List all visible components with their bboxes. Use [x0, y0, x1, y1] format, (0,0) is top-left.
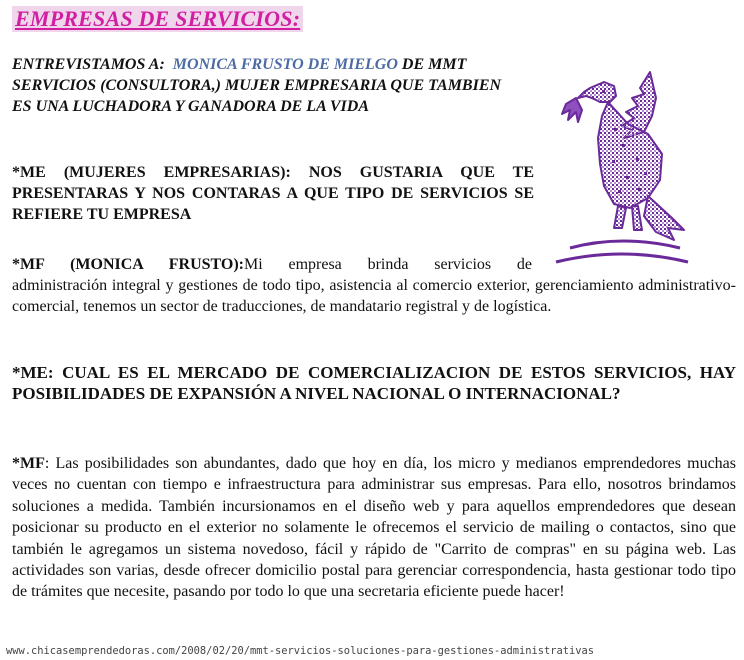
page-title: EMPRESAS DE SERVICIOS: — [12, 6, 303, 32]
intro-rest: DE MMT SERVICIOS (CONSULTORA,) MUJER EMPRESARIA QUE TAMBIEN ES UNA LUCHADORA Y GANADORA DE LA VIDA — [12, 56, 502, 115]
interviewee-name: MONICA FRUSTO DE MIELGO — [172, 56, 398, 73]
answer-1-text: administración integral y gestiones de todo tipo, asistencia al comercio exterior, gerenciamiento administrativo-comercial, tenemos un sector de traducciones, de mandatario registral y de logística. — [12, 277, 736, 315]
answer-1-line1: Mi empresa brinda servicios de — [244, 256, 532, 273]
answer-2-text: : Las posibilidades son abundantes, dado que hoy en día, los micro y medianos emprendedores muchas veces no cuentan con tiempo e infraestructura para administrar sus empresas. Para ello, nosotros brindamos soluciones a medida. También incursionamos en el diseño web y para aquellos emprendedores que desean posicionar su producto en el exterior no solamente le ofrecemos el servicio de mailing o contactos, sino que también le agregamos un sistema novedoso, fácil y rápido de "Carrito de compras" en su página web. Las actividades son varias, desde ofrecer domicilio postal para gerenciar correspondencia, hasta gestionar todo tipo de trámites que necesite, pasando por todo lo que una secretaria eficiente puede hacer! — [12, 455, 736, 601]
source-url: www.chicasemprendedoras.com/2008/02/20/mmt-servicios-soluciones-para-gestiones-administrativas — [6, 645, 595, 657]
question-1: *ME (MUJERES EMPRESARIAS): NOS GUSTARIA QUE TE PRESENTARAS Y NOS CONTARAS A QUE TIPO DE SERVICIOS SE REFIERE TU EMPRESA — [12, 164, 534, 223]
bird-drawing — [562, 72, 684, 240]
liver-bird-icon — [552, 68, 692, 274]
question-2: *ME: CUAL ES EL MERCADO DE COMERCIALIZACION DE ESTOS SERVICIOS, HAY POSIBILIDADES DE EXPANSIÓN A NIVEL NACIONAL O INTERNACIONAL? — [12, 363, 736, 403]
answer-1-first-line — [12, 254, 532, 275]
intro-paragraph — [12, 54, 512, 117]
intro-prefix: ENTREVISTAMOS A: — [12, 56, 165, 73]
bird-base — [556, 241, 688, 262]
answer-2 — [12, 453, 736, 603]
answer-1-speaker: *MF (MONICA FRUSTO): — [12, 256, 245, 273]
answer-2-speaker: *MF — [12, 455, 45, 472]
